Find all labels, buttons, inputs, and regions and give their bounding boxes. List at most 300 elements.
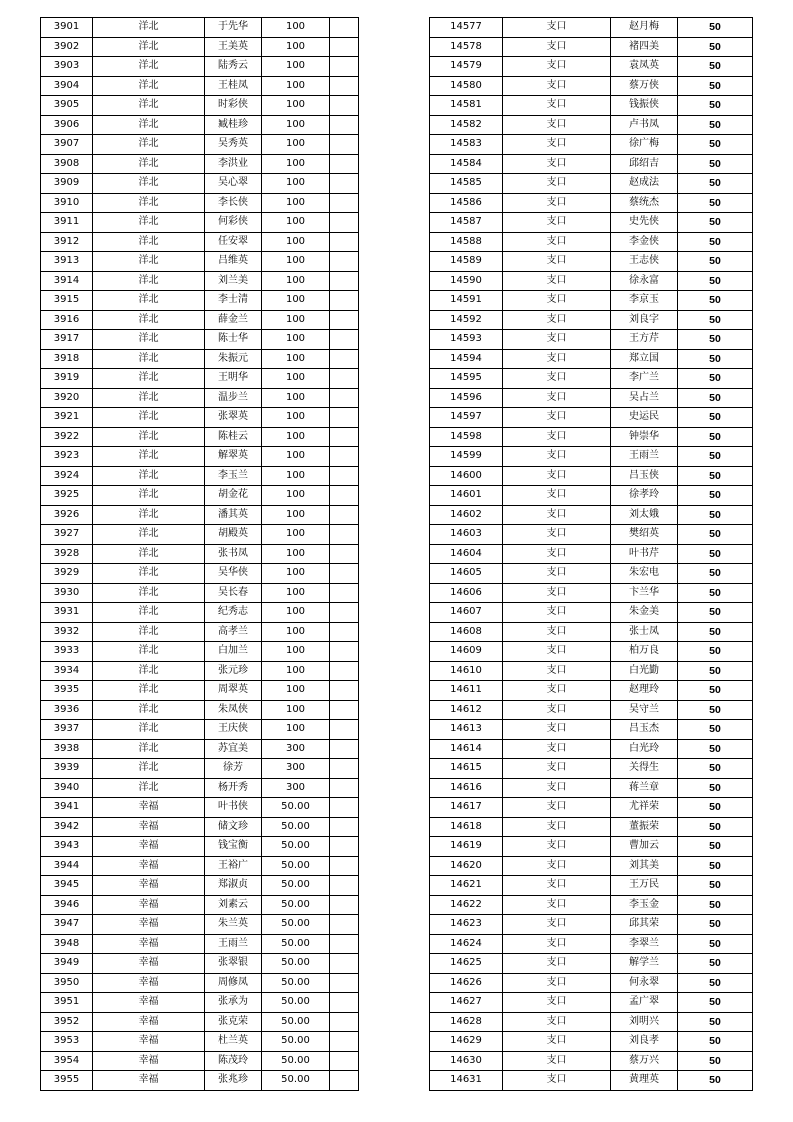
village-cell: 支口 xyxy=(503,739,611,759)
row-number: 3923 xyxy=(41,447,93,467)
blank-cell xyxy=(330,1032,359,1052)
village-cell: 支口 xyxy=(503,349,611,369)
village-cell: 幸福 xyxy=(93,1032,205,1052)
amount-cell: 100 xyxy=(262,622,330,642)
amount-cell: 300 xyxy=(262,778,330,798)
name-cell: 刘明兴 xyxy=(611,1012,678,1032)
name-cell: 王志侠 xyxy=(611,252,678,272)
name-cell: 吴秀英 xyxy=(205,135,262,155)
table-row xyxy=(430,1032,753,1052)
table-row xyxy=(41,408,359,428)
amount-cell: 50 xyxy=(678,798,753,818)
row-number: 3934 xyxy=(41,661,93,681)
name-cell: 周翠英 xyxy=(205,681,262,701)
table-row xyxy=(430,271,753,291)
name-cell: 白加兰 xyxy=(205,642,262,662)
row-number: 3938 xyxy=(41,739,93,759)
name-cell: 吴心翠 xyxy=(205,174,262,194)
table-row xyxy=(430,642,753,662)
row-number: 14582 xyxy=(430,115,503,135)
row-number: 3931 xyxy=(41,603,93,623)
table-row xyxy=(430,505,753,525)
amount-cell: 50 xyxy=(678,486,753,506)
table-row xyxy=(41,876,359,896)
name-cell: 叶书芹 xyxy=(611,544,678,564)
blank-cell xyxy=(330,154,359,174)
name-cell: 刘其美 xyxy=(611,856,678,876)
name-cell: 朱凤侠 xyxy=(205,700,262,720)
village-cell: 支口 xyxy=(503,720,611,740)
amount-cell: 50 xyxy=(678,564,753,584)
table-row xyxy=(41,96,359,116)
village-cell: 支口 xyxy=(503,622,611,642)
name-cell: 朱金美 xyxy=(611,603,678,623)
amount-cell: 50 xyxy=(678,1032,753,1052)
village-cell: 洋北 xyxy=(93,291,205,311)
village-cell: 洋北 xyxy=(93,76,205,96)
table-row xyxy=(430,37,753,57)
name-cell: 胡殿英 xyxy=(205,525,262,545)
table-row xyxy=(41,330,359,350)
table-row xyxy=(430,76,753,96)
village-cell: 支口 xyxy=(503,330,611,350)
row-number: 14580 xyxy=(430,76,503,96)
amount-cell: 100 xyxy=(262,544,330,564)
amount-cell: 100 xyxy=(262,720,330,740)
name-cell: 李广兰 xyxy=(611,369,678,389)
row-number: 14594 xyxy=(430,349,503,369)
name-cell: 解翠英 xyxy=(205,447,262,467)
village-cell: 洋北 xyxy=(93,447,205,467)
village-cell: 支口 xyxy=(503,564,611,584)
row-number: 14596 xyxy=(430,388,503,408)
name-cell: 朱振元 xyxy=(205,349,262,369)
table-row xyxy=(41,349,359,369)
row-number: 14626 xyxy=(430,973,503,993)
blank-cell xyxy=(330,349,359,369)
village-cell: 洋北 xyxy=(93,525,205,545)
row-number: 3933 xyxy=(41,642,93,662)
name-cell: 王桂凤 xyxy=(205,76,262,96)
village-cell: 支口 xyxy=(503,193,611,213)
row-number: 3919 xyxy=(41,369,93,389)
village-cell: 支口 xyxy=(503,798,611,818)
amount-cell: 50 xyxy=(678,954,753,974)
village-cell: 支口 xyxy=(503,544,611,564)
amount-cell: 50.00 xyxy=(262,993,330,1013)
table-row xyxy=(430,349,753,369)
name-cell: 王方芹 xyxy=(611,330,678,350)
amount-cell: 100 xyxy=(262,408,330,428)
village-cell: 洋北 xyxy=(93,193,205,213)
row-number: 14588 xyxy=(430,232,503,252)
amount-cell: 50.00 xyxy=(262,798,330,818)
row-number: 14617 xyxy=(430,798,503,818)
amount-cell: 50.00 xyxy=(262,934,330,954)
table-row xyxy=(41,856,359,876)
amount-cell: 100 xyxy=(262,76,330,96)
row-number: 14627 xyxy=(430,993,503,1013)
blank-cell xyxy=(330,330,359,350)
village-cell: 支口 xyxy=(503,310,611,330)
row-number: 3912 xyxy=(41,232,93,252)
row-number: 14609 xyxy=(430,642,503,662)
village-cell: 支口 xyxy=(503,466,611,486)
blank-cell xyxy=(330,213,359,233)
blank-cell xyxy=(330,681,359,701)
amount-cell: 100 xyxy=(262,661,330,681)
village-cell: 洋北 xyxy=(93,174,205,194)
amount-cell: 50 xyxy=(678,583,753,603)
name-cell: 李翠兰 xyxy=(611,934,678,954)
amount-cell: 50 xyxy=(678,544,753,564)
table-row xyxy=(41,115,359,135)
village-cell: 洋北 xyxy=(93,369,205,389)
table-row xyxy=(41,369,359,389)
left-roster-body xyxy=(41,18,359,1091)
row-number: 3915 xyxy=(41,291,93,311)
row-number: 3925 xyxy=(41,486,93,506)
row-number: 14598 xyxy=(430,427,503,447)
table-row xyxy=(41,466,359,486)
table-row xyxy=(41,661,359,681)
village-cell: 支口 xyxy=(503,408,611,428)
name-cell: 褚四美 xyxy=(611,37,678,57)
table-row xyxy=(430,486,753,506)
table-row xyxy=(41,739,359,759)
row-number: 3917 xyxy=(41,330,93,350)
name-cell: 袁凤英 xyxy=(611,57,678,77)
table-row xyxy=(41,154,359,174)
village-cell: 支口 xyxy=(503,213,611,233)
name-cell: 储文珍 xyxy=(205,817,262,837)
village-cell: 幸福 xyxy=(93,837,205,857)
name-cell: 柏万良 xyxy=(611,642,678,662)
name-cell: 钱宝衡 xyxy=(205,837,262,857)
blank-cell xyxy=(330,544,359,564)
village-cell: 支口 xyxy=(503,76,611,96)
table-row xyxy=(41,174,359,194)
row-number: 14618 xyxy=(430,817,503,837)
name-cell: 徐孝玲 xyxy=(611,486,678,506)
blank-cell xyxy=(330,817,359,837)
amount-cell: 50 xyxy=(678,76,753,96)
village-cell: 支口 xyxy=(503,895,611,915)
row-number: 14601 xyxy=(430,486,503,506)
row-number: 14581 xyxy=(430,96,503,116)
village-cell: 洋北 xyxy=(93,135,205,155)
name-cell: 刘良孝 xyxy=(611,1032,678,1052)
village-cell: 支口 xyxy=(503,837,611,857)
amount-cell: 100 xyxy=(262,427,330,447)
village-cell: 洋北 xyxy=(93,388,205,408)
table-row xyxy=(430,388,753,408)
amount-cell: 100 xyxy=(262,310,330,330)
amount-cell: 50.00 xyxy=(262,954,330,974)
row-number: 3905 xyxy=(41,96,93,116)
village-cell: 支口 xyxy=(503,817,611,837)
blank-cell xyxy=(330,934,359,954)
amount-cell: 100 xyxy=(262,271,330,291)
amount-cell: 50 xyxy=(678,388,753,408)
table-row xyxy=(430,544,753,564)
name-cell: 吴长春 xyxy=(205,583,262,603)
village-cell: 幸福 xyxy=(93,934,205,954)
amount-cell: 50 xyxy=(678,739,753,759)
amount-cell: 50 xyxy=(678,934,753,954)
blank-cell xyxy=(330,174,359,194)
row-number: 14595 xyxy=(430,369,503,389)
village-cell: 洋北 xyxy=(93,661,205,681)
amount-cell: 50 xyxy=(678,447,753,467)
table-row xyxy=(430,661,753,681)
village-cell: 幸福 xyxy=(93,973,205,993)
row-number: 3902 xyxy=(41,37,93,57)
village-cell: 洋北 xyxy=(93,564,205,584)
table-row xyxy=(41,57,359,77)
amount-cell: 50 xyxy=(678,837,753,857)
village-cell: 幸福 xyxy=(93,876,205,896)
row-number: 3949 xyxy=(41,954,93,974)
village-cell: 洋北 xyxy=(93,603,205,623)
row-number: 14586 xyxy=(430,193,503,213)
name-cell: 蔡统杰 xyxy=(611,193,678,213)
name-cell: 张士凤 xyxy=(611,622,678,642)
table-row xyxy=(430,798,753,818)
village-cell: 洋北 xyxy=(93,466,205,486)
blank-cell xyxy=(330,135,359,155)
table-row xyxy=(41,505,359,525)
blank-cell xyxy=(330,388,359,408)
blank-cell xyxy=(330,37,359,57)
village-cell: 洋北 xyxy=(93,583,205,603)
row-number: 3940 xyxy=(41,778,93,798)
table-row xyxy=(41,76,359,96)
blank-cell xyxy=(330,1071,359,1091)
village-cell: 支口 xyxy=(503,915,611,935)
table-row xyxy=(41,622,359,642)
village-cell: 洋北 xyxy=(93,681,205,701)
row-number: 3936 xyxy=(41,700,93,720)
table-row xyxy=(41,1051,359,1071)
blank-cell xyxy=(330,57,359,77)
table-row xyxy=(41,700,359,720)
row-number: 14583 xyxy=(430,135,503,155)
table-row xyxy=(41,837,359,857)
blank-cell xyxy=(330,973,359,993)
table-row xyxy=(41,915,359,935)
name-cell: 李士清 xyxy=(205,291,262,311)
village-cell: 幸福 xyxy=(93,1012,205,1032)
name-cell: 叶书侠 xyxy=(205,798,262,818)
village-cell: 幸福 xyxy=(93,954,205,974)
amount-cell: 100 xyxy=(262,193,330,213)
blank-cell xyxy=(330,759,359,779)
village-cell: 支口 xyxy=(503,681,611,701)
blank-cell xyxy=(330,1012,359,1032)
row-number: 14590 xyxy=(430,271,503,291)
row-number: 3914 xyxy=(41,271,93,291)
row-number: 3942 xyxy=(41,817,93,837)
name-cell: 刘兰美 xyxy=(205,271,262,291)
table-row xyxy=(41,213,359,233)
name-cell: 白光勤 xyxy=(611,661,678,681)
table-row xyxy=(41,135,359,155)
amount-cell: 50 xyxy=(678,720,753,740)
name-cell: 纪秀志 xyxy=(205,603,262,623)
amount-cell: 50.00 xyxy=(262,817,330,837)
village-cell: 洋北 xyxy=(93,642,205,662)
row-number: 3951 xyxy=(41,993,93,1013)
name-cell: 白光玲 xyxy=(611,739,678,759)
table-row xyxy=(41,817,359,837)
table-row xyxy=(41,1012,359,1032)
row-number: 14623 xyxy=(430,915,503,935)
amount-cell: 50 xyxy=(678,681,753,701)
amount-cell: 50 xyxy=(678,369,753,389)
row-number: 3943 xyxy=(41,837,93,857)
village-cell: 洋北 xyxy=(93,349,205,369)
name-cell: 张承为 xyxy=(205,993,262,1013)
name-cell: 李长侠 xyxy=(205,193,262,213)
table-row xyxy=(41,564,359,584)
row-number: 3920 xyxy=(41,388,93,408)
name-cell: 胡金花 xyxy=(205,486,262,506)
amount-cell: 100 xyxy=(262,57,330,77)
village-cell: 洋北 xyxy=(93,252,205,272)
table-row xyxy=(41,486,359,506)
name-cell: 李金侠 xyxy=(611,232,678,252)
row-number: 14612 xyxy=(430,700,503,720)
table-row xyxy=(430,18,753,38)
row-number: 14605 xyxy=(430,564,503,584)
table-row xyxy=(41,388,359,408)
blank-cell xyxy=(330,427,359,447)
row-number: 14600 xyxy=(430,466,503,486)
village-cell: 支口 xyxy=(503,154,611,174)
name-cell: 薛金兰 xyxy=(205,310,262,330)
name-cell: 解学兰 xyxy=(611,954,678,974)
amount-cell: 50 xyxy=(678,466,753,486)
amount-cell: 50 xyxy=(678,408,753,428)
name-cell: 邱绍吉 xyxy=(611,154,678,174)
amount-cell: 50 xyxy=(678,759,753,779)
table-row xyxy=(430,895,753,915)
row-number: 14599 xyxy=(430,447,503,467)
amount-cell: 50.00 xyxy=(262,876,330,896)
name-cell: 李洪业 xyxy=(205,154,262,174)
table-row xyxy=(41,427,359,447)
amount-cell: 50 xyxy=(678,115,753,135)
amount-cell: 300 xyxy=(262,759,330,779)
table-row xyxy=(41,271,359,291)
row-number: 3930 xyxy=(41,583,93,603)
amount-cell: 50.00 xyxy=(262,1071,330,1091)
amount-cell: 100 xyxy=(262,115,330,135)
village-cell: 支口 xyxy=(503,525,611,545)
table-row xyxy=(430,954,753,974)
name-cell: 陈桂云 xyxy=(205,427,262,447)
village-cell: 支口 xyxy=(503,661,611,681)
table-row xyxy=(430,876,753,896)
amount-cell: 300 xyxy=(262,739,330,759)
village-cell: 幸福 xyxy=(93,817,205,837)
row-number: 3955 xyxy=(41,1071,93,1091)
name-cell: 苏宜美 xyxy=(205,739,262,759)
row-number: 3944 xyxy=(41,856,93,876)
village-cell: 支口 xyxy=(503,486,611,506)
table-row xyxy=(41,291,359,311)
name-cell: 张翠英 xyxy=(205,408,262,428)
amount-cell: 50 xyxy=(678,622,753,642)
amount-cell: 50 xyxy=(678,642,753,662)
amount-cell: 50 xyxy=(678,1012,753,1032)
name-cell: 卢书凤 xyxy=(611,115,678,135)
row-number: 14585 xyxy=(430,174,503,194)
name-cell: 赵月梅 xyxy=(611,18,678,38)
village-cell: 支口 xyxy=(503,37,611,57)
row-number: 14628 xyxy=(430,1012,503,1032)
name-cell: 赵理玲 xyxy=(611,681,678,701)
table-row xyxy=(430,291,753,311)
blank-cell xyxy=(330,525,359,545)
name-cell: 徐芳 xyxy=(205,759,262,779)
name-cell: 蔡万兴 xyxy=(611,1051,678,1071)
row-number: 14621 xyxy=(430,876,503,896)
amount-cell: 50 xyxy=(678,505,753,525)
name-cell: 刘素云 xyxy=(205,895,262,915)
table-row xyxy=(430,154,753,174)
blank-cell xyxy=(330,193,359,213)
village-cell: 支口 xyxy=(503,1032,611,1052)
amount-cell: 100 xyxy=(262,349,330,369)
table-row xyxy=(430,583,753,603)
village-cell: 支口 xyxy=(503,954,611,974)
table-row xyxy=(41,310,359,330)
amount-cell: 50.00 xyxy=(262,1051,330,1071)
row-number: 3947 xyxy=(41,915,93,935)
amount-cell: 50.00 xyxy=(262,915,330,935)
village-cell: 洋北 xyxy=(93,213,205,233)
name-cell: 吕维英 xyxy=(205,252,262,272)
amount-cell: 50 xyxy=(678,135,753,155)
right-roster-body xyxy=(430,18,753,1091)
name-cell: 何彩侠 xyxy=(205,213,262,233)
row-number: 14592 xyxy=(430,310,503,330)
name-cell: 樊绍英 xyxy=(611,525,678,545)
table-row xyxy=(430,739,753,759)
table-row xyxy=(41,798,359,818)
village-cell: 支口 xyxy=(503,778,611,798)
amount-cell: 50 xyxy=(678,232,753,252)
amount-cell: 50 xyxy=(678,252,753,272)
village-cell: 支口 xyxy=(503,135,611,155)
name-cell: 王明华 xyxy=(205,369,262,389)
amount-cell: 50 xyxy=(678,57,753,77)
village-cell: 支口 xyxy=(503,642,611,662)
amount-cell: 50 xyxy=(678,1051,753,1071)
table-row xyxy=(430,603,753,623)
village-cell: 洋北 xyxy=(93,115,205,135)
name-cell: 赵成法 xyxy=(611,174,678,194)
blank-cell xyxy=(330,993,359,1013)
name-cell: 王美英 xyxy=(205,37,262,57)
row-number: 14630 xyxy=(430,1051,503,1071)
table-row xyxy=(430,1071,753,1091)
row-number: 14578 xyxy=(430,37,503,57)
name-cell: 杜兰英 xyxy=(205,1032,262,1052)
blank-cell xyxy=(330,856,359,876)
